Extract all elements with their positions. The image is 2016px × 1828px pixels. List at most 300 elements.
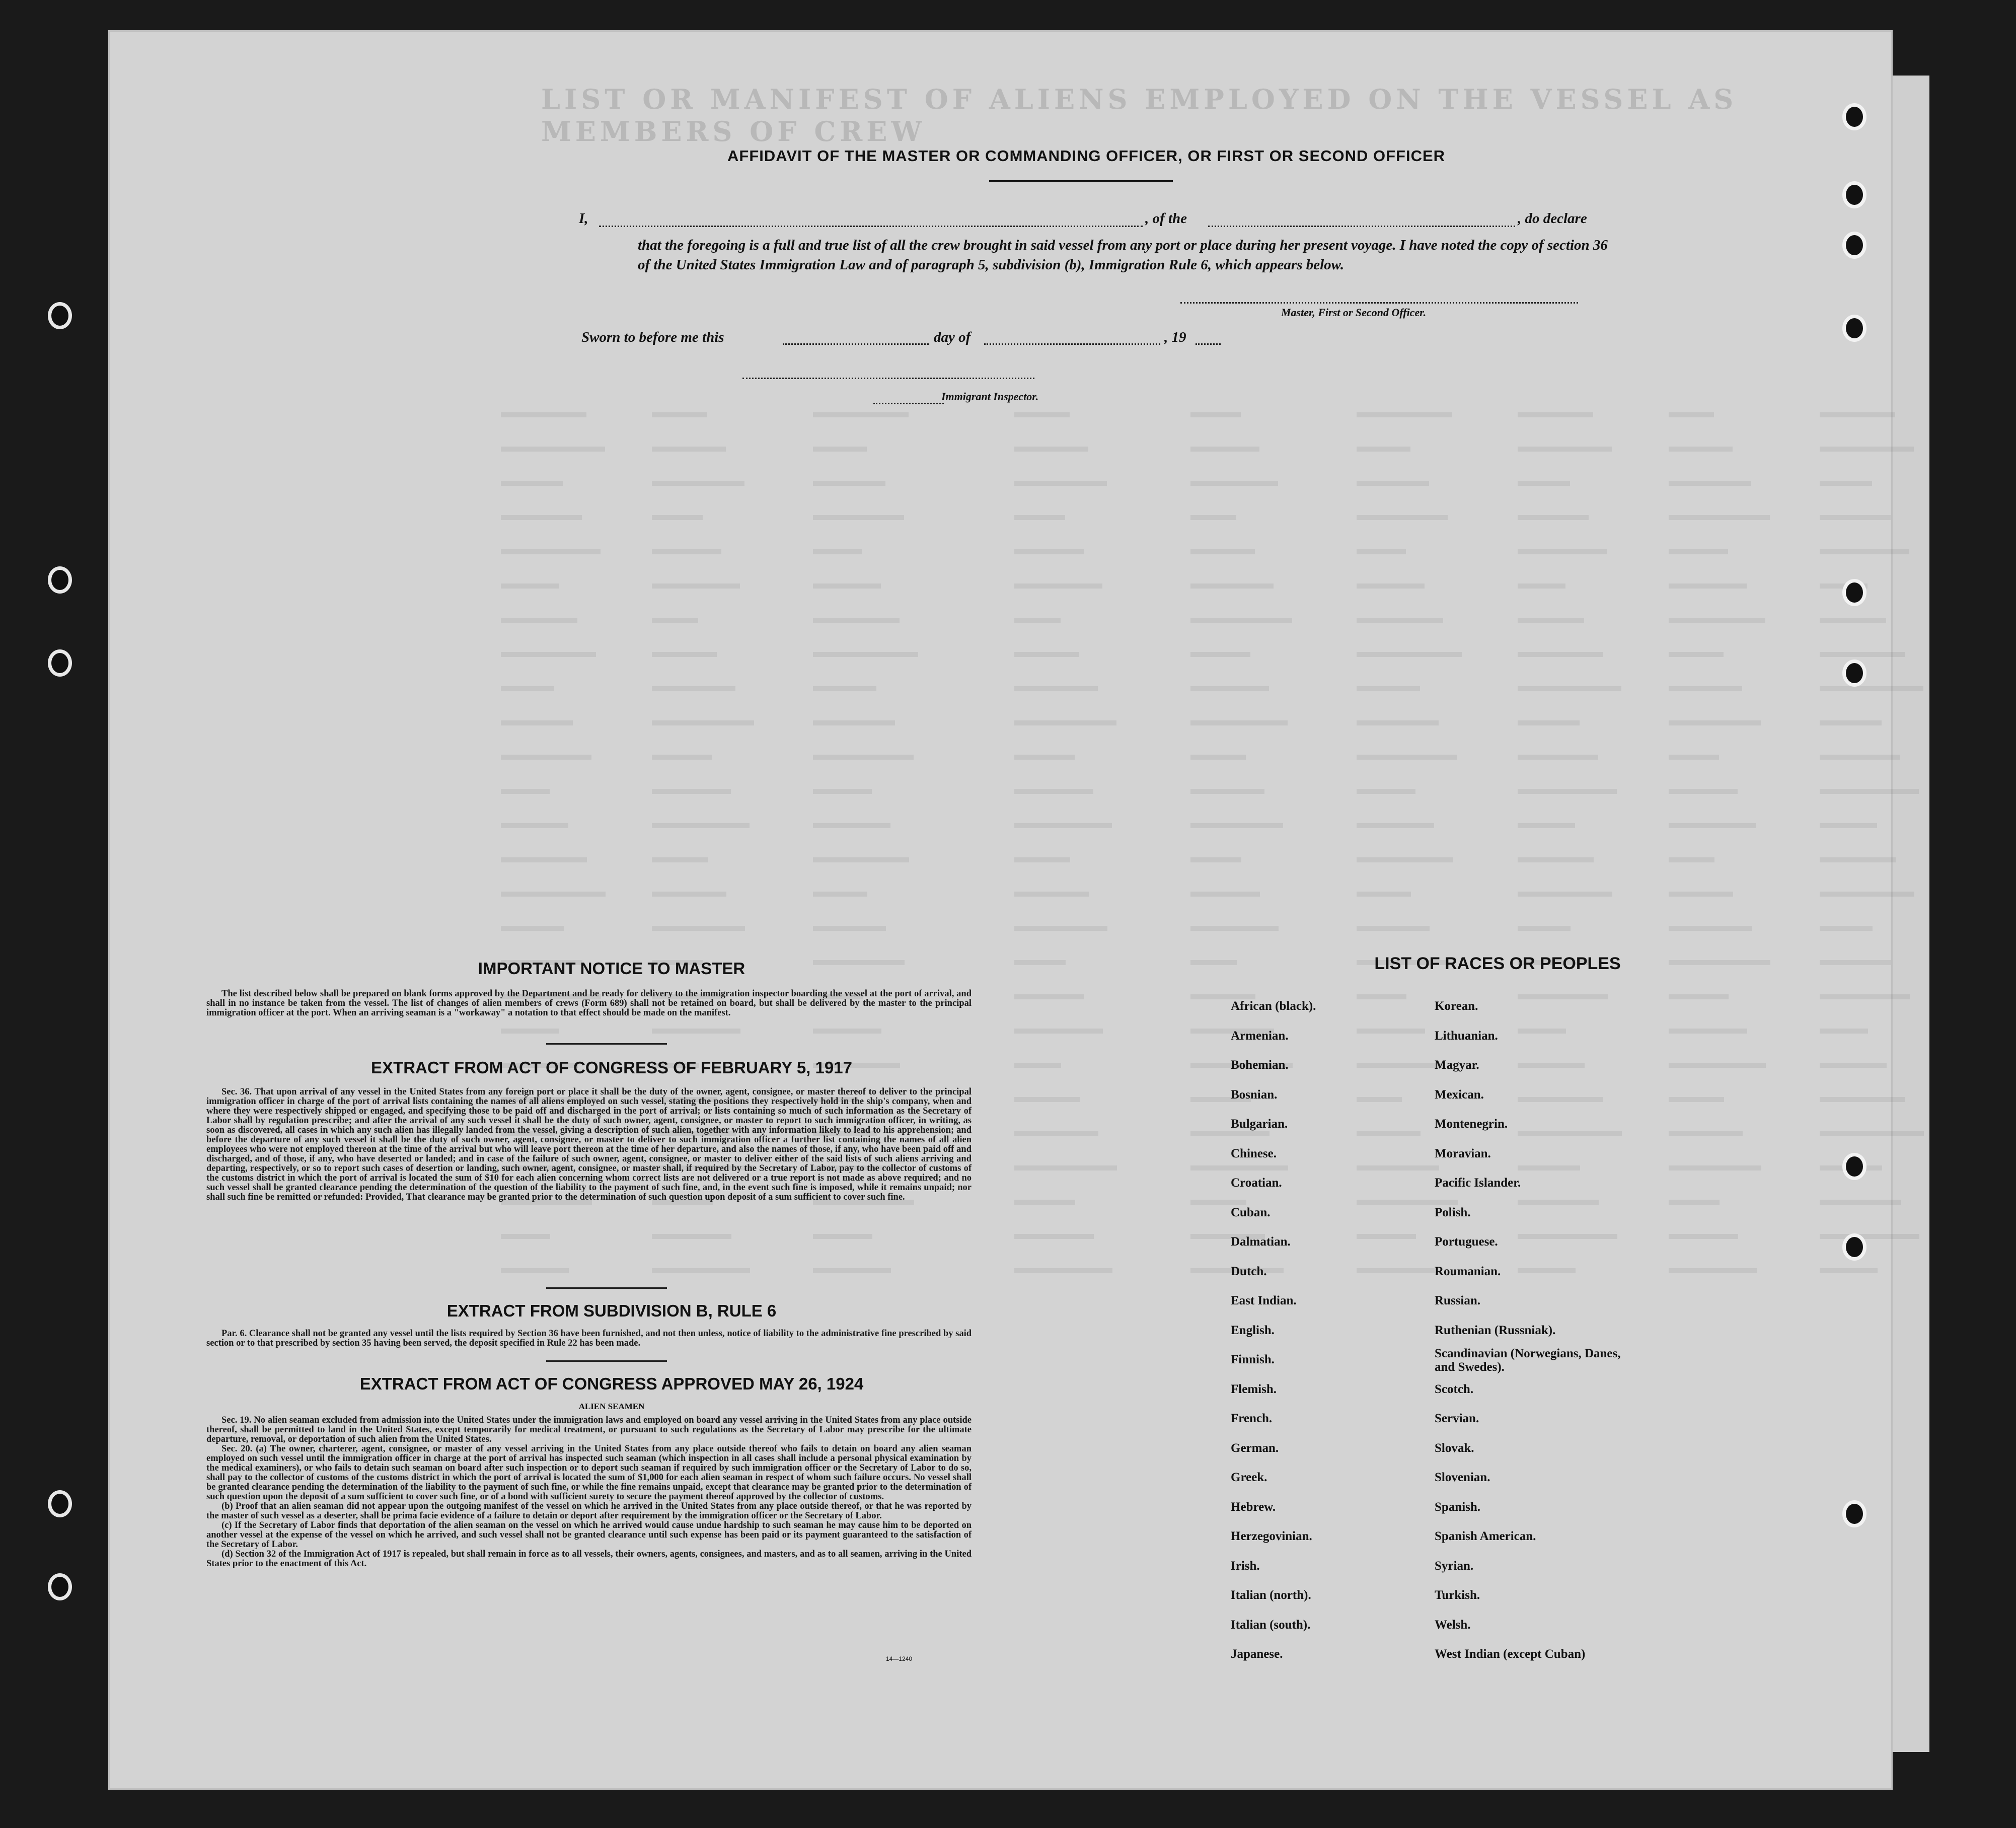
bleed-through-row (461, 440, 1946, 465)
bleed-through-row (461, 748, 1946, 773)
bleed-through-mark (1014, 686, 1098, 691)
race-item: Roumanian. (1435, 1264, 1501, 1278)
race-item: African (black). (1231, 999, 1316, 1013)
bleed-through-mark (652, 412, 707, 417)
bleed-through-mark (1669, 1200, 1720, 1205)
bleed-through-mark (1190, 994, 1255, 999)
bleed-through-mark (1820, 926, 1873, 931)
binder-hole (48, 649, 72, 677)
bleed-through-mark (1518, 583, 1565, 589)
sec-20c: (c) If the Secretary of Labor finds that deportation of the alien seaman on the vessel on which he arrived would cause undue hardship to such seaman he may cause him to be deported on another vessel at the expense of the vessel on which he arrived, and such vessel shall not be granted clearance until such expense has been paid or its payment guaranteed to the satisfaction of the Secretary of Labor. (206, 1520, 972, 1550)
bleed-through-mark (1820, 994, 1910, 999)
bleed-through-mark (1190, 1131, 1270, 1136)
bleed-through-mark (1014, 583, 1102, 589)
bleed-through-mark (1190, 412, 1241, 417)
vessel-line (1208, 226, 1515, 227)
race-item: Croatian. (1231, 1176, 1282, 1190)
bleed-through-mark (652, 1029, 740, 1034)
bleed-through-mark (813, 789, 872, 794)
race-item: Polish. (1435, 1205, 1471, 1219)
bleed-through-mark (1190, 549, 1255, 554)
divider-2 (546, 1287, 667, 1289)
bleed-through-mark (813, 1268, 891, 1273)
bleed-through-mark (501, 549, 601, 554)
bleed-through-mark (813, 412, 909, 417)
title-underline (989, 180, 1173, 182)
bleed-through-row (461, 1261, 1946, 1286)
bleed-through-mark (1014, 960, 1066, 965)
bleed-through-mark (501, 1234, 550, 1239)
bleed-through-mark (1669, 892, 1733, 897)
bleed-through-mark (1820, 1234, 1919, 1239)
bleed-through-mark (1014, 1234, 1094, 1239)
races-title: LIST OF RACES OR PEOPLES (1374, 954, 1621, 973)
bleed-through-mark (1014, 926, 1107, 931)
binder-hole (1842, 660, 1866, 687)
binder-hole (1842, 579, 1866, 606)
bleed-through-mark (501, 892, 606, 897)
bleed-through-mark (501, 412, 586, 417)
bleed-through-mark (1669, 447, 1733, 452)
bleed-through-mark (1820, 789, 1919, 794)
bleed-through-mark (652, 549, 721, 554)
extract-1924-body (206, 1416, 972, 1569)
bleed-through-mark (501, 823, 568, 828)
bleed-through-mark (813, 652, 918, 657)
bleed-through-mark (813, 686, 876, 691)
affidavit-statement: that the foregoing is a full and true list of all the crew brought in said vessel from any port or place during her present voyage. I have noted the copy of section 36 of the United States Immigration Law and of paragraph 5, subdivision (b), Immigration Rule 6, which appears below. (638, 237, 1608, 273)
day-of-label: day of (934, 329, 971, 345)
bleed-through-mark (1357, 926, 1430, 931)
race-item: West Indian (except Cuban) (1435, 1647, 1586, 1661)
bleed-through-mark (1357, 1200, 1458, 1205)
bleed-through-mark (1669, 1029, 1747, 1034)
bleed-through-mark (1820, 412, 1895, 417)
bleed-through-mark (1518, 789, 1617, 794)
bleed-through-row (461, 782, 1946, 807)
race-item: Ruthenian (Russniak). (1435, 1323, 1556, 1337)
binder-hole (48, 1573, 72, 1600)
bleed-through-mark (1518, 515, 1589, 520)
bleed-through-mark (1190, 926, 1279, 931)
bleed-through-mark (1357, 1029, 1425, 1034)
bleed-through-mark (1357, 1234, 1416, 1239)
race-item: Japanese. (1231, 1647, 1283, 1661)
bleed-through-mark (1357, 1165, 1439, 1171)
bleed-through-mark (1518, 652, 1603, 657)
bleed-through-mark (1669, 857, 1714, 862)
bleed-through-mark (813, 823, 890, 828)
race-item: Spanish American. (1435, 1529, 1536, 1543)
divider-3 (546, 1360, 667, 1362)
notice-title: IMPORTANT NOTICE TO MASTER (478, 959, 745, 978)
bleed-through-mark (1190, 686, 1269, 691)
declare-label: , do declare (1518, 210, 1587, 227)
inspector-caption: Immigrant Inspector. (941, 390, 1039, 403)
bleed-through-mark (1518, 926, 1571, 931)
race-item: Irish. (1231, 1559, 1260, 1573)
race-item: Bosnian. (1231, 1087, 1278, 1102)
bleed-through-mark (1518, 994, 1608, 999)
alien-seamen-subtitle: ALIEN SEAMEN (578, 1402, 645, 1411)
bleed-through-mark (652, 618, 698, 623)
bleed-through-row (461, 919, 1946, 944)
race-item: Welsh. (1435, 1618, 1471, 1632)
bleed-through-mark (1357, 789, 1415, 794)
bleed-through-mark (1518, 1234, 1617, 1239)
bleed-through-mark (1357, 1097, 1402, 1102)
bleed-through-mark (1669, 1131, 1743, 1136)
race-item: Cuban. (1231, 1205, 1271, 1219)
race-item: Magyar. (1435, 1058, 1479, 1072)
extract-rule6-body: Par. 6. Clearance shall not be granted any vessel until the lists required by Section 36 have been furnished, and not then unless, notice of liability to the administrative fine prescribed by said section or to that prescribed by section 35 having been served, the deposit specified in Rule 22 has been made. (206, 1329, 972, 1348)
bleed-through-mark (501, 515, 582, 520)
bleed-through-mark (652, 447, 726, 452)
bleed-through-mark (1357, 1268, 1435, 1273)
bleed-through-mark (1669, 652, 1724, 657)
bleed-through-row (461, 542, 1946, 567)
extract-rule6-title: EXTRACT FROM SUBDIVISION B, RULE 6 (446, 1301, 777, 1320)
bleed-through-mark (1518, 412, 1593, 417)
name-line (599, 226, 1143, 227)
divider-1 (546, 1043, 667, 1045)
bleed-through-mark (1518, 1131, 1622, 1136)
sec-19: Sec. 19. No alien seaman excluded from admission into the United States under the immigration laws and employed on board any vessel arriving in the United States from any place outside thereof, shall be permitted to land in the United States, except temporarily for medical treatment, or pursuant to such regulations as the Secretary of Labor may prescribe for the ultimate departure, removal, or deportation of such alien from the United States. (206, 1415, 972, 1444)
bleed-through-row (461, 1021, 1946, 1047)
bleed-through-mark (501, 1268, 569, 1273)
bleed-through-mark (1518, 618, 1584, 623)
bleed-through-mark (1518, 686, 1621, 691)
bleed-through-mark (1014, 1029, 1103, 1034)
inspector-short-line (873, 403, 944, 404)
i-label: I, (579, 210, 588, 227)
bleed-through-mark (652, 481, 744, 486)
bleed-through-mark (1518, 1029, 1566, 1034)
bleed-through-mark (501, 447, 605, 452)
bleed-through-mark (1518, 720, 1580, 725)
extract-1924-title: EXTRACT FROM ACT OF CONGRESS APPROVED MAY 26, 1924 (359, 1374, 864, 1393)
bleed-through-mark (1820, 755, 1900, 760)
bleed-through-mark (813, 926, 886, 931)
bleed-through-mark (1357, 447, 1410, 452)
bleed-through-mark (1669, 583, 1747, 589)
bleed-through-mark (1190, 823, 1283, 828)
bleed-through-mark (1357, 823, 1434, 828)
bleed-through-mark (1518, 549, 1607, 554)
bleed-through-mark (1357, 412, 1452, 417)
bleed-through-mark (1820, 549, 1909, 554)
race-item: Italian (south). (1231, 1618, 1311, 1632)
bleed-through-mark (1190, 652, 1250, 657)
bleed-through-mark (1518, 823, 1575, 828)
year-line (1196, 343, 1221, 345)
bleed-through-mark (1190, 515, 1236, 520)
bleed-through-mark (1014, 447, 1088, 452)
bleed-through-mark (1014, 1063, 1061, 1068)
race-item: German. (1231, 1441, 1279, 1455)
bleed-through-mark (1669, 1268, 1757, 1273)
bleed-through-mark (1669, 549, 1728, 554)
race-item: Slovak. (1435, 1441, 1474, 1455)
race-item: Hebrew. (1231, 1500, 1276, 1514)
form-number: 14—1240 (886, 1655, 913, 1662)
bleed-through-row (461, 816, 1946, 841)
bleed-through-mark (1357, 720, 1439, 725)
binder-hole (48, 566, 72, 594)
bleed-through-row (461, 474, 1946, 499)
bleed-through-mark (501, 720, 573, 725)
bleed-through-mark (813, 755, 914, 760)
bleed-through-mark (1518, 1165, 1580, 1171)
bleed-through-mark (813, 447, 867, 452)
bleed-through-mark (813, 549, 862, 554)
bleed-through-mark (501, 618, 577, 623)
bleed-through-mark (1669, 720, 1761, 725)
bleed-through-mark (1669, 515, 1770, 520)
bleed-through-mark (813, 618, 900, 623)
sec-20b: (b) Proof that an alien seaman did not appear upon the outgoing manifest of the vessel on which he arrived in the United States from any place outside thereof, or that he was reported by the master of such vessel as a deserter, shall be prima facie evidence of a failure to detain or deport after requirement by the immigration officer or the Secretary of Labor. (206, 1501, 972, 1521)
binder-hole (1842, 1233, 1866, 1261)
bleed-through-mark (1820, 857, 1896, 862)
bleed-through-mark (1014, 1131, 1098, 1136)
bleed-through-mark (652, 926, 745, 931)
bleed-through-mark (501, 686, 554, 691)
bleed-through-mark (1669, 1097, 1724, 1102)
binder-hole (1842, 315, 1866, 342)
bleed-through-mark (1669, 1234, 1738, 1239)
bleed-through-mark (652, 1268, 750, 1273)
bleed-through-mark (1820, 892, 1914, 897)
race-item: Chinese. (1231, 1146, 1277, 1160)
race-item: Syrian. (1435, 1559, 1474, 1573)
bleed-through-mark (813, 857, 909, 862)
bleed-through-mark (1820, 686, 1923, 691)
bleed-through-mark (652, 686, 735, 691)
race-item: Dutch. (1231, 1264, 1267, 1278)
binder-hole (1842, 1500, 1866, 1527)
bleed-through-mark (1357, 755, 1457, 760)
bleed-through-mark (1190, 755, 1246, 760)
bleed-through-row (461, 611, 1946, 636)
sworn-label: Sworn to before me this (581, 329, 724, 345)
bleed-through-mark (652, 515, 703, 520)
bleed-through-mark (813, 1029, 881, 1034)
bleed-through-mark (1357, 515, 1448, 520)
bleed-through-mark (1014, 892, 1089, 897)
bleed-through-mark (1820, 652, 1905, 657)
bleed-through-mark (1518, 1063, 1585, 1068)
bleed-through-mark (1014, 412, 1070, 417)
bleed-through-mark (1014, 481, 1107, 486)
bleed-through-mark (652, 720, 754, 725)
binder-hole (1842, 181, 1866, 208)
bleed-through-mark (1357, 481, 1429, 486)
affidavit-title: AFFIDAVIT OF THE MASTER OR COMMANDING OFFICER, OR FIRST OR SECOND OFFICER (727, 147, 1446, 165)
bleed-through-mark (1820, 515, 1891, 520)
bleed-through-mark (1669, 412, 1714, 417)
bleed-through-mark (1357, 686, 1420, 691)
bleed-through-mark (813, 720, 895, 725)
bleed-through-mark (1669, 1063, 1766, 1068)
binder-hole (48, 302, 72, 329)
race-item: Mexican. (1435, 1087, 1484, 1102)
bleed-through-mark (1014, 652, 1079, 657)
bleed-through-mark (1014, 994, 1084, 999)
bleed-through-mark (1518, 1097, 1603, 1102)
bleed-through-mark (1669, 686, 1742, 691)
race-item: Slovenian. (1435, 1471, 1490, 1484)
bleed-through-mark (1820, 1029, 1868, 1034)
bleed-through-mark (1820, 960, 1891, 965)
bleed-through-mark (1357, 994, 1406, 999)
bleed-through-mark (1669, 994, 1729, 999)
bleed-through-mark (1669, 618, 1765, 623)
bleed-through-mark (1357, 618, 1443, 623)
race-item: Herzegovinian. (1231, 1529, 1312, 1543)
race-item: Portuguese. (1435, 1235, 1498, 1249)
race-item: Bohemian. (1231, 1058, 1289, 1072)
bleed-through-mark (1190, 1165, 1288, 1171)
bleed-through-mark (501, 789, 550, 794)
bleed-through-mark (1190, 583, 1274, 589)
race-item: Scandinavian (Norwegians, Danes, and Swedes). (1435, 1347, 1621, 1374)
race-item: Servian. (1435, 1412, 1479, 1425)
bleed-through-mark (1357, 1063, 1444, 1068)
race-item: Pacific Islander. (1435, 1176, 1521, 1190)
bleed-through-mark (1357, 583, 1425, 589)
bleed-through-mark (501, 857, 587, 862)
race-item: Bulgarian. (1231, 1117, 1288, 1131)
bleed-through-row (461, 508, 1946, 533)
race-item: French. (1231, 1412, 1273, 1425)
bleed-through-mark (1820, 823, 1877, 828)
race-item: East Indian. (1231, 1294, 1297, 1307)
bleed-through-mark (1190, 447, 1259, 452)
bleed-through-mark (1357, 857, 1453, 862)
bleed-through-mark (652, 892, 726, 897)
bleed-through-mark (1014, 789, 1093, 794)
bleed-through-mark (813, 892, 867, 897)
bleed-through-mark (1820, 481, 1872, 486)
race-item: Finnish. (1231, 1353, 1275, 1366)
bleed-through-mark (1669, 823, 1756, 828)
bleed-through-row (461, 576, 1946, 602)
bleed-through-mark (652, 1234, 731, 1239)
bleed-through-mark (501, 1029, 559, 1034)
bleed-through-title: LIST OR MANIFEST OF ALIENS EMPLOYED ON THE VESSEL AS MEMBERS OF CREW (541, 83, 1738, 148)
bleed-through-mark (1014, 618, 1061, 623)
bleed-through-mark (501, 652, 596, 657)
race-item: Scotch. (1435, 1382, 1474, 1396)
race-item: Dalmatian. (1231, 1235, 1291, 1249)
bleed-through-row (461, 645, 1946, 670)
bleed-through-mark (652, 823, 750, 828)
bleed-through-mark (1820, 1097, 1905, 1102)
bleed-through-mark (501, 755, 591, 760)
bleed-through-mark (1357, 652, 1462, 657)
bleed-through-mark (1014, 755, 1075, 760)
bleed-through-mark (1669, 1165, 1761, 1171)
bleed-through-mark (652, 789, 731, 794)
binder-hole (1842, 103, 1866, 130)
bleed-through-mark (652, 583, 740, 589)
bleed-through-mark (1518, 857, 1594, 862)
bleed-through-mark (1190, 720, 1288, 725)
bleed-through-mark (1014, 857, 1070, 862)
bleed-through-mark (1014, 1200, 1075, 1205)
bleed-through-mark (813, 481, 885, 486)
bleed-through-row (461, 405, 1946, 430)
binder-hole (1842, 232, 1866, 259)
master-signature-line (1180, 302, 1578, 304)
bleed-through-mark (813, 1234, 872, 1239)
race-item: Montenegrin. (1435, 1117, 1508, 1131)
race-item: English. (1231, 1323, 1275, 1337)
race-item: Turkish. (1435, 1588, 1480, 1602)
bleed-through-mark (1820, 1063, 1887, 1068)
race-item: Spanish. (1435, 1500, 1481, 1514)
bleed-through-mark (1190, 960, 1237, 965)
race-item: Korean. (1435, 999, 1478, 1013)
race-item: Lithuanian. (1435, 1029, 1498, 1043)
race-item: Armenian. (1231, 1029, 1289, 1043)
bleed-through-mark (501, 481, 563, 486)
bleed-through-mark (1014, 1165, 1117, 1171)
bleed-through-mark (1820, 447, 1914, 452)
bleed-through-row (461, 679, 1946, 704)
bleed-through-mark (1669, 481, 1751, 486)
bleed-through-mark (1014, 823, 1112, 828)
bleed-through-mark (1014, 720, 1116, 725)
bleed-through-mark (501, 926, 564, 931)
sec-20d: (d) Section 32 of the Immigration Act of 1917 is repealed, but shall remain in force as to all vessels, their owners, agents, consignees, and masters, and as to all seamen, arriving in the United States prior to the enactment of this Act. (206, 1549, 972, 1569)
binder-hole (1842, 1153, 1866, 1180)
master-caption: Master, First or Second Officer. (1281, 306, 1427, 319)
sec-20a: Sec. 20. (a) The owner, charterer, agent, consignee, or master of any vessel arriving in the United States from any place outside thereof who fails to detain on board any alien seaman employed on such vessel until the immigration officer in charge at the port of arrival has inspected such seaman (which inspection in all cases shall include a personal physical examination by the medical examiners), or who fails to detain such seaman on board after such inspection or to deport such seaman if required by such immigration officer or the Secretary of Labor to do so, shall pay to the collector of customs of the customs district in which the port of arrival is located the sum of $1,000 for each alien seaman in respect of whom such failure occurs. No vessel shall be granted clearance pending the determination of the liability to the payment of such fine, or while the fine remains unpaid, except that clearance may be granted prior to the determination of such question upon the deposit of a sum sufficient to cover such fine, or of a bond with sufficient surety to secure the payment thereof approved by the collector of customs. (206, 1444, 972, 1502)
manifest-page (108, 30, 1893, 1790)
bleed-through-mark (1518, 892, 1612, 897)
bleed-through-mark (1518, 1200, 1599, 1205)
bleed-through-mark (1820, 1200, 1901, 1205)
bleed-through-mark (813, 515, 904, 520)
inspector-signature-line (742, 378, 1034, 379)
bleed-through-mark (1518, 1268, 1576, 1273)
bleed-through-mark (1190, 892, 1260, 897)
bleed-through-mark (1669, 789, 1738, 794)
bleed-through-mark (501, 583, 559, 589)
binder-hole (48, 1490, 72, 1517)
bleed-through-mark (1014, 1268, 1112, 1273)
bleed-through-mark (1014, 515, 1065, 520)
extract-1917-body: Sec. 36. That upon arrival of any vessel in the United States from any foreign port or place it shall be the duty of the owner, agent, consignee, or master thereof to deliver to the principal immigration officer in charge of the port of arrival lists containing the names of all aliens employed on such vessel, stating the positions they respectively hold in the ship's company, when and where they were respectively shipped or engaged, and specifying those to be paid off and discharged in the port of arrival; or lists containing so much of such information as the Secretary of Labor shall by regulation prescribe; and after the arrival of any such vessel it shall be the duty of such owner, agent, consignee, or master to report to such immigration officer, in writing, as soon as discovered, all cases in which any such alien has illegally landed from the vessel, giving a description of such alien, together with any information likely to lead to his apprehension; and before the departure of any such vessel it shall be the duty of such owner, agent, consignee, or master to deliver to such immigration officer a further list containing the names of all alien employees who were not employed thereon at the time of the arrival but who will leave port thereon at the time of her departure, and also the names of those, if any, who have been paid off and discharged, and of those, if any, who have deserted or landed; and in case of the failure of such owner, agent, consignee, or master to deliver either of the said lists of such aliens arriving and departing, respectively, or so to report such cases of desertion or landing, such owner, agent, consignee, or master shall, if required by the Secretary of Labor, pay to the collector of customs of the customs district in which the port of arrival is located the sum of $10 for each alien concerning whom correct lists are not delivered or a true report is not made as above required; and no such vessel shall be granted clearance pending the determination of the question of the liability to the payment of such fine, and, in the event such fine is imposed, while it remains unpaid; nor shall such fine be remitted or refunded: Provided, That clearance may be granted prior to the determination of such question upon deposit of a sum sufficient to cover such fine. (206, 1087, 972, 1202)
race-item: Russian. (1435, 1294, 1481, 1307)
bleed-through-mark (652, 755, 712, 760)
bleed-through-mark (1190, 1200, 1246, 1205)
bleed-through-row (461, 885, 1946, 910)
year-label: , 19 (1164, 329, 1186, 345)
bleed-through-mark (1820, 1268, 1878, 1273)
bleed-through-mark (1190, 789, 1264, 794)
bleed-through-mark (1669, 755, 1719, 760)
bleed-through-mark (1518, 481, 1570, 486)
bleed-through-mark (1820, 618, 1886, 623)
bleed-through-mark (652, 857, 708, 862)
bleed-through-mark (1820, 1131, 1924, 1136)
race-item: Flemish. (1231, 1382, 1277, 1396)
bleed-through-mark (1518, 447, 1612, 452)
bleed-through-row (461, 713, 1946, 739)
notice-body: The list described below shall be prepared on blank forms approved by the Department and be ready for delivery to the immigration inspector boarding the vessel at the port of arrival, and shall in no instance be taken from the vessel. The list of changes of alien members of crews (Form 689) shall not be retained on board, but shall be delivered by the master to the principal immigration officer at the port. When an arriving seaman is a "workaway" a notation to that effect should be made on the manifest. (206, 989, 972, 1018)
